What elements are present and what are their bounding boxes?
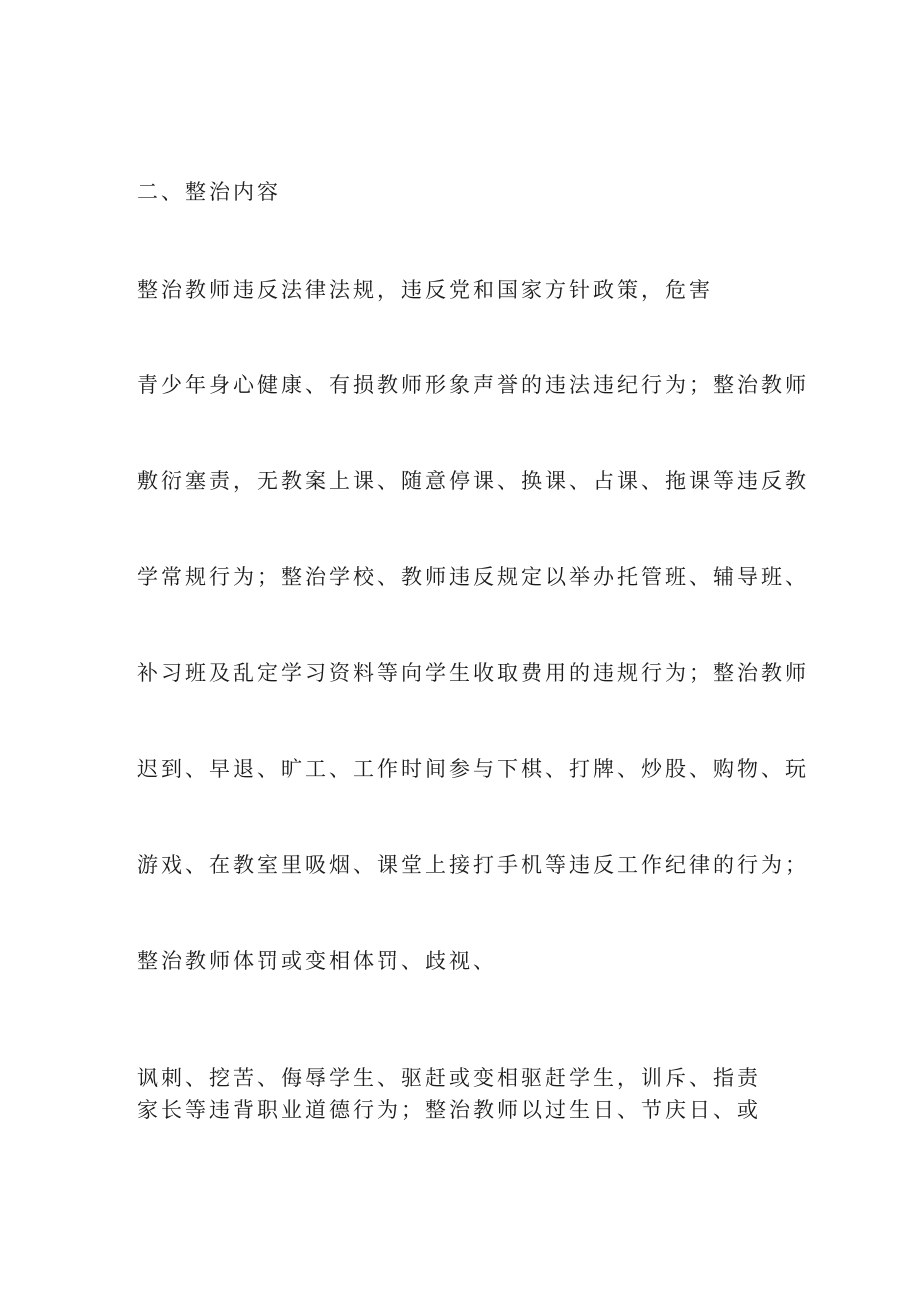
body-line: 补习班及乱定学习资料等向学生收取费用的违规行为；整治教师 [137,661,809,685]
body-line: 敷衍塞责，无教案上课、随意停课、换课、占课、拖课等违反教 [137,469,809,493]
body-line: 整治教师体罚或变相体罚、歧视、 [137,949,497,973]
body-line: 游戏、在教室里吸烟、课堂上接打手机等违反工作纪律的行为； [137,853,809,877]
body-line: 讽刺、挖苦、侮辱学生、驱赶或变相驱赶学生，训斥、指责 [137,1066,761,1090]
section-heading: 二、整治内容 [137,180,281,204]
body-line: 青少年身心健康、有损教师形象声誉的违法违纪行为；整治教师 [137,373,809,397]
body-line: 整治教师违反法律法规，违反党和国家方针政策，危害 [137,278,713,302]
body-line: 学常规行为；整治学校、教师违反规定以举办托管班、辅导班、 [137,565,809,589]
body-line: 迟到、早退、旷工、工作时间参与下棋、打牌、炒股、购物、玩 [137,757,809,781]
body-line: 家长等违背职业道德行为；整治教师以过生日、节庆日、或 [137,1098,761,1122]
